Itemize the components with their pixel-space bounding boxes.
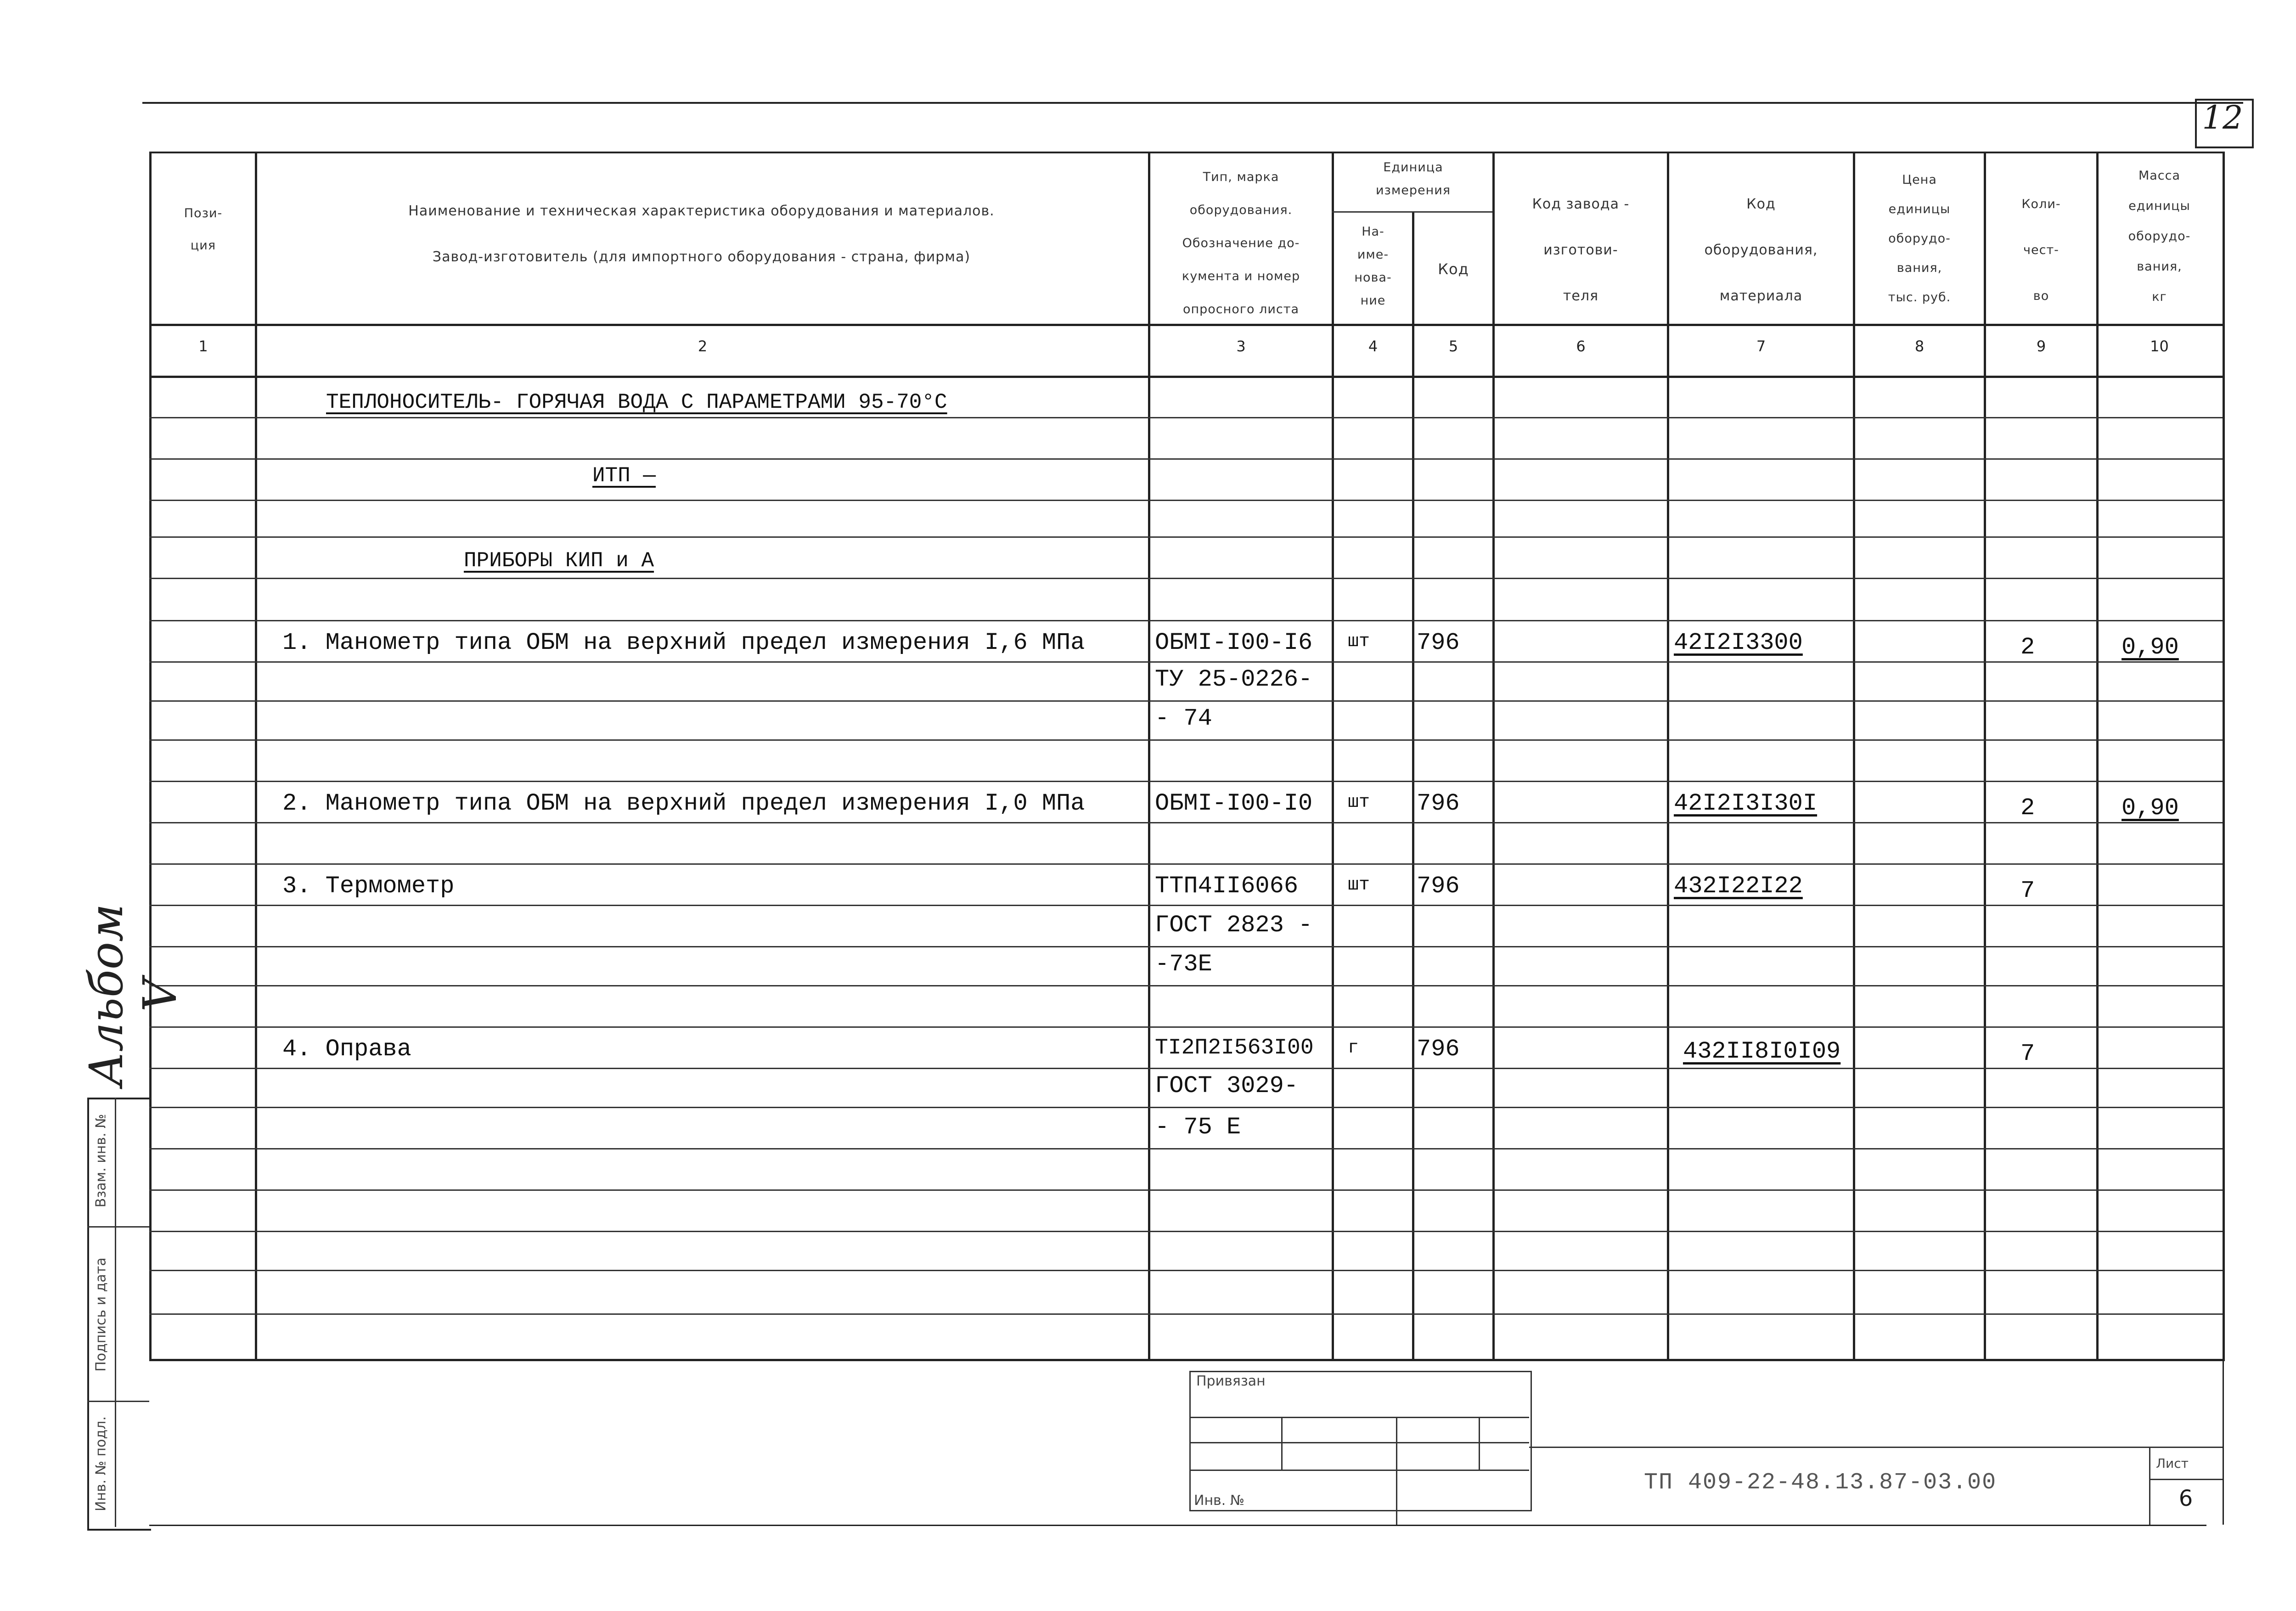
item-4-unit-code: 796: [1417, 1036, 1460, 1063]
item-3-name: 3. Термометр: [282, 873, 455, 900]
item-2-unit-code: 796: [1417, 790, 1460, 817]
colnum-9: 9: [2036, 338, 2046, 355]
colnum-2: 2: [698, 338, 708, 355]
item-1-name: 1. Манометр типа ОБМ на верхний предел измерения I,6 МПа: [282, 629, 1085, 656]
item-1-unit-code: 796: [1417, 629, 1460, 656]
colnum-4: 4: [1368, 338, 1378, 355]
row-line: [149, 1107, 2223, 1108]
col-divider-6: [1667, 152, 1669, 1359]
item-4-type-line-1: ТI2П2I563I00: [1155, 1036, 1314, 1060]
side-label-inv-original: Инв. № подл.: [93, 1416, 109, 1511]
header-unit-name: На- име- нова- ние: [1354, 225, 1392, 308]
side-label-replace-inv: Взам. инв. №: [93, 1114, 109, 1208]
item-1-unit: шт: [1348, 631, 1370, 652]
row-line: [149, 1026, 2223, 1028]
item-2-unit: шт: [1348, 792, 1370, 813]
side-stamp-inner-line: [115, 1098, 116, 1527]
item-4-type-line-2: ГОСТ 3029-: [1155, 1072, 1299, 1099]
colnum-8: 8: [1914, 338, 1925, 355]
row-line: [149, 905, 2223, 906]
col-divider-8: [1984, 152, 1986, 1359]
col-divider-5: [1492, 152, 1495, 1359]
section-itp: ИТП —: [592, 464, 656, 488]
header-unit: Единица измерения: [1375, 160, 1451, 197]
row-line: [149, 1068, 2223, 1069]
row-line: [149, 739, 2223, 741]
header-manufacturer-code: Код завода - изготови- теля: [1532, 196, 1630, 304]
header-equipment-code: Код оборудования, материала: [1704, 196, 1818, 304]
item-3-type-line-2: ГОСТ 2823 -: [1155, 912, 1313, 939]
side-label-signature-date: Подпись и дата: [93, 1257, 109, 1372]
item-1-quantity: 2: [2020, 634, 2035, 661]
linked-box-col: [1396, 1417, 1397, 1525]
header-type: Тип, марка оборудования. Обозначение до- кумента и номер опросного листа: [1182, 170, 1300, 316]
inv-label: Инв. №: [1194, 1493, 1245, 1509]
item-4-type-line-3: - 75 Е: [1155, 1114, 1241, 1141]
row-line: [149, 863, 2223, 865]
row-line: [149, 822, 2223, 823]
row-line: [149, 1189, 2223, 1191]
header-mass: Масса единицы оборудо- вания, кг: [2128, 169, 2191, 304]
row-line: [149, 536, 2223, 538]
item-4-equipment-code: 432II8I0I09: [1683, 1038, 1841, 1065]
header-position: Пози- ция: [184, 206, 223, 253]
corner-sheet-number: 12: [2202, 99, 2243, 136]
section-heat-carrier: ТЕПЛОНОСИТЕЛЬ- ГОРЯЧАЯ ВОДА С ПАРАМЕТРАМИ 95-70°С: [326, 390, 947, 414]
row-line: [149, 500, 2223, 501]
item-4-unit: г: [1348, 1038, 1359, 1059]
row-line: [149, 1313, 2223, 1315]
header-quantity: Коли- чест- во: [2021, 197, 2061, 303]
top-border: [142, 102, 2243, 104]
col-divider-3: [1332, 152, 1334, 1359]
row-line: [149, 781, 2223, 782]
item-1-type-line-1: ОБМI-I00-I6: [1155, 629, 1313, 656]
row-line: [149, 1148, 2223, 1149]
row-line: [149, 700, 2223, 702]
linked-box-line: [1189, 1442, 1529, 1443]
item-3-quantity: 7: [2020, 877, 2035, 904]
spec-table: [149, 152, 2225, 1361]
row-line: [149, 578, 2223, 579]
item-3-unit: шт: [1348, 875, 1370, 896]
item-3-equipment-code: 432I22I22: [1674, 873, 1803, 900]
item-2-equipment-code: 42I2I3I30I: [1674, 790, 1818, 817]
row-line: [149, 1231, 2223, 1232]
document-code: ТП 409-22-48.13.87-03.00: [1644, 1470, 1997, 1496]
header-price: Цена единицы оборудо- вания, тыс. руб.: [1888, 173, 1951, 304]
row-line: [149, 417, 2223, 418]
header-name: Наименование и техническая характеристика оборудования и материалов. Завод-изготовитель (для импортного оборудования - страна, фирма): [408, 203, 995, 265]
section-devices: ПРИБОРЫ КИП и А: [464, 549, 654, 573]
row-line: [149, 620, 2223, 621]
linked-box-col: [1479, 1417, 1480, 1470]
item-3-unit-code: 796: [1417, 873, 1460, 900]
colnum-6: 6: [1576, 338, 1586, 355]
colnum-10: 10: [2150, 338, 2169, 355]
unit-header-divider: [1332, 211, 1492, 213]
colnum-1: 1: [198, 338, 208, 355]
item-2-mass: 0,90: [2122, 794, 2179, 822]
album-label: Альбом V: [79, 904, 187, 1087]
item-2-name: 2. Манометр типа ОБМ на верхний предел измерения I,0 МПа: [282, 790, 1085, 817]
item-1-mass: 0,90: [2122, 634, 2179, 661]
row-line: [149, 985, 2223, 986]
item-4-name: 4. Оправа: [282, 1036, 411, 1063]
colnum-5: 5: [1448, 338, 1458, 355]
linked-label: Привязан: [1196, 1373, 1266, 1389]
item-2-type-line-1: ОБМI-I00-I0: [1155, 790, 1313, 817]
item-1-type-line-2: ТУ 25-0226-: [1155, 666, 1313, 693]
linked-box-col: [1281, 1417, 1283, 1470]
row-line: [149, 1270, 2223, 1271]
linked-box-line: [1189, 1470, 1529, 1471]
item-4-quantity: 7: [2020, 1040, 2035, 1067]
column-number-row-line: [149, 376, 2223, 378]
item-1-equipment-code: 42I2I3300: [1674, 629, 1803, 656]
row-line: [149, 661, 2223, 663]
stamp-sheet-divider: [2149, 1447, 2150, 1525]
page-bottom-border: [149, 1525, 2206, 1526]
header-unit-code: Код: [1438, 260, 1469, 278]
col-divider-4: [1412, 211, 1414, 1359]
col-divider-1: [255, 152, 257, 1359]
item-3-type-line-1: ТТП4II6066: [1155, 873, 1299, 900]
col-divider-7: [1853, 152, 1855, 1359]
sheet-number: 6: [2178, 1486, 2193, 1511]
item-3-type-line-3: -73Е: [1155, 951, 1212, 978]
linked-box: [1189, 1371, 1532, 1511]
stamp-top-line: [1529, 1447, 2223, 1448]
colnum-3: 3: [1236, 338, 1246, 355]
sheet-label: Лист: [2156, 1456, 2189, 1471]
col-divider-2: [1148, 152, 1150, 1359]
row-line: [149, 458, 2223, 460]
row-line: [149, 946, 2223, 947]
col-divider-9: [2096, 152, 2099, 1359]
item-1-type-line-3: - 74: [1155, 705, 1212, 732]
linked-box-line: [1189, 1417, 1529, 1418]
page-right-border: [2223, 1355, 2224, 1525]
stamp-sheet-line: [2149, 1479, 2223, 1480]
colnum-7: 7: [1756, 338, 1766, 355]
item-2-quantity: 2: [2020, 794, 2035, 822]
